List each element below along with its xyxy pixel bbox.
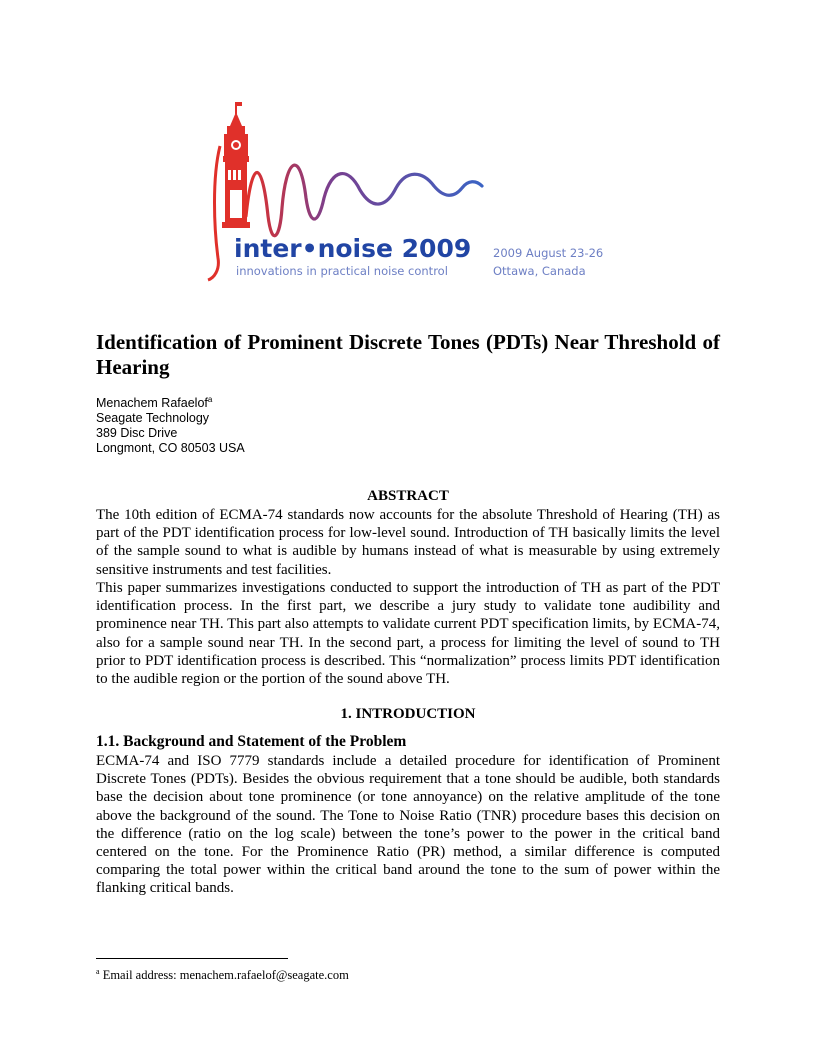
author-name	[96, 396, 496, 411]
abstract-paragraph-1: The 10th edition of ECMA-74 standards now accounts for the absolute Threshold of Hearing (TH) as part of the PDT identification process for low-level sound. Introduction of TH basically limits the level of the sample sound to what is audible by humans instead of what is measurable by using extremely sensitive instruments and test facilities.	[96, 507, 720, 578]
footnote	[96, 968, 720, 983]
logo-title: inter•noise 2009	[234, 234, 472, 263]
introduction-heading: 1. INTRODUCTION	[340, 706, 476, 722]
introduction-paragraph-1: ECMA-74 and ISO 7779 standards include a detailed procedure for identification of Prominent Discrete Tones (PDTs). Besides the obvious requirement that a tone should be audible, both standards base the decision about tone prominence (or tone annoyance) on the relative amplitude of the tone above the background of the sound. The Tone to Noise Ratio (TNR) procedure bases this decision on the difference (ratio on the log scale) between the tone’s power to the power in the critical band centered on the tone. For the Prominence Ratio (PR) method, a similar difference is computed comparing the total power within the critical band around the tone to the sum of power within the flanking critical bands.	[96, 753, 720, 897]
author-address-line-1: 389 Disc Drive	[96, 426, 178, 440]
logo-date: 2009 August 23-26	[493, 246, 604, 260]
author-name-text: Menachem Rafaelof	[96, 396, 208, 410]
footnote-divider	[96, 958, 288, 959]
author-address-line-2: Longmont, CO 80503 USA	[96, 441, 245, 455]
conference-logo	[200, 98, 620, 284]
author-affiliation: Seagate Technology	[96, 411, 210, 425]
footnote-mark: a	[96, 967, 100, 976]
logo-tagline: innovations in practical noise control	[236, 264, 448, 278]
author-footnote-mark: a	[207, 395, 213, 404]
abstract-paragraph-2: This paper summarizes investigations conducted to support the introduction of TH as part of the PDT identification process. In the first part, we describe a jury study to validate tone audibility and prominence near TH. This part also attempts to validate current PDT specification limits, by ECMA-74, also for a sample sound near TH. In the second part, a process for limiting the level of sound to TH prior to PDT identification process is described. This “normalization” process limits PDT identification to the audible region or the portion of the sound above TH.	[96, 580, 720, 688]
background-subheading: 1.1. Background and Statement of the Problem	[96, 733, 407, 750]
author-block	[96, 396, 496, 456]
footnote-text: Email address: menachem.rafaelof@seagate.com	[102, 968, 349, 982]
paper-title: Identification of Prominent Discrete Tones (PDTs) Near Threshold of Hearing	[96, 330, 720, 379]
abstract-heading: ABSTRACT	[367, 488, 449, 504]
logo-location: Ottawa, Canada	[493, 264, 586, 278]
